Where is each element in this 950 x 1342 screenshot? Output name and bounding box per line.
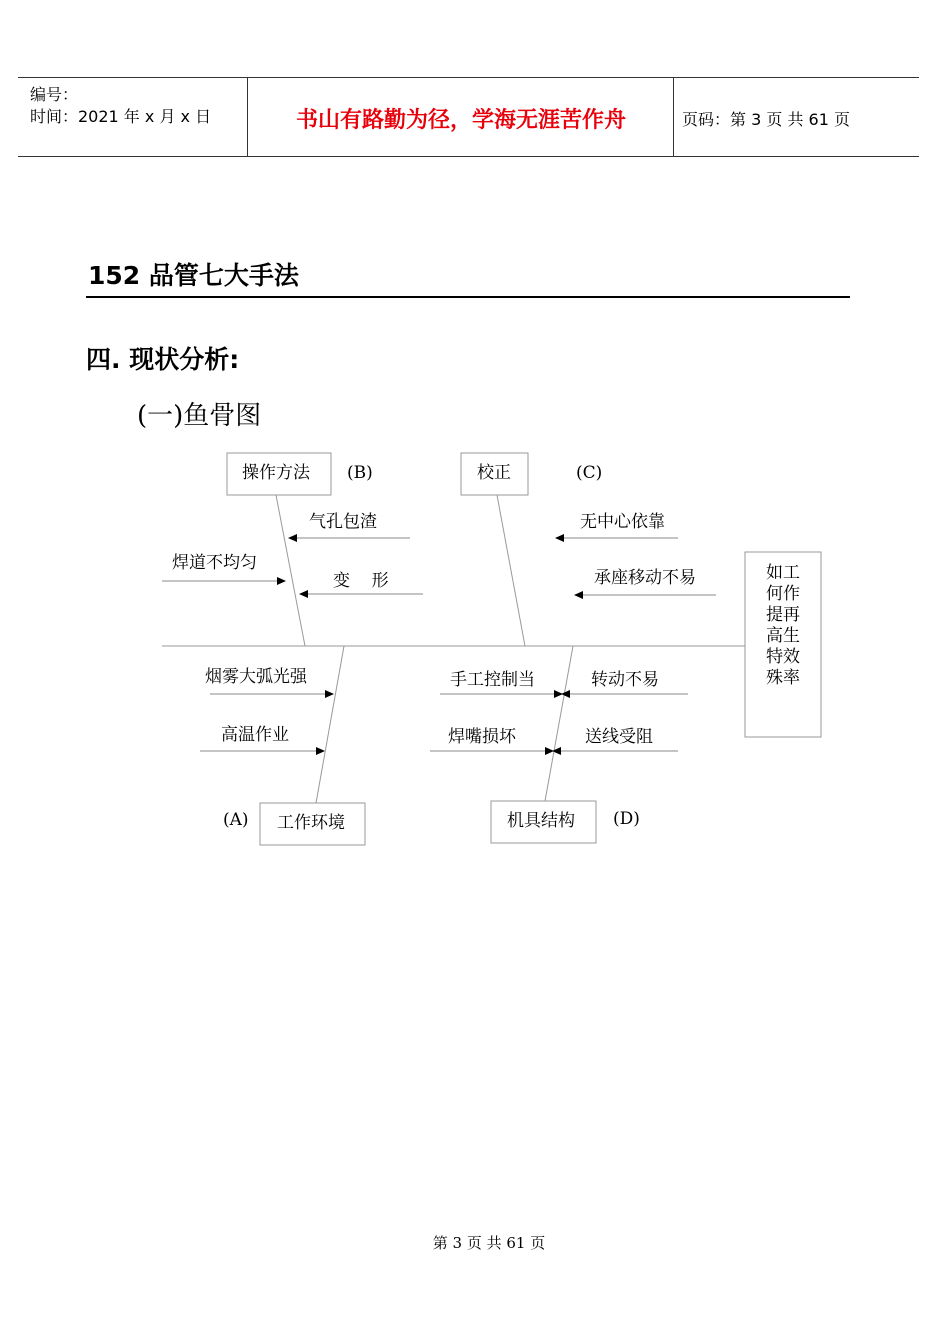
category-label-d: 机具结构: [507, 811, 575, 831]
effect-text: [766, 563, 800, 688]
motto: 书山有路勤为径，学海无涯苦作舟: [295, 108, 626, 133]
category-tag-d: (D): [613, 809, 640, 829]
bone-d: [545, 646, 573, 801]
cause-labels: [172, 512, 696, 747]
cause-label: 烟雾大弧光强: [205, 667, 307, 687]
category-tag-b: (B): [347, 463, 373, 483]
category-label-a: 工作环境: [277, 813, 345, 833]
number-label: 编号：: [30, 85, 79, 104]
document-title: 152 品管七大手法: [88, 261, 299, 290]
effect-line: 何作: [766, 584, 800, 604]
page-info: 页码：第 3 页 共 61 页: [682, 110, 850, 129]
cause-label: 气孔包渣: [309, 512, 377, 532]
cause-label: 焊嘴损坏: [448, 727, 516, 747]
category-tag-a: (A): [223, 810, 249, 830]
category-tag-c: (C): [576, 463, 603, 483]
effect-line: 提再: [766, 605, 800, 625]
time-label: 时间：2021 年 x 月 x 日: [30, 107, 212, 126]
bone-a: [316, 646, 344, 803]
cause-label: 承座移动不易: [594, 568, 696, 588]
cause-label: 变 形: [333, 571, 389, 591]
cause-label: 转动不易: [591, 670, 659, 690]
page-footer: 第 3 页 共 61 页: [432, 1234, 546, 1252]
cause-label: 焊道不均匀: [172, 553, 257, 573]
category-label-c: 校正: [477, 463, 511, 483]
bone-b: [276, 495, 305, 646]
category-label-b: 操作方法: [242, 463, 310, 483]
subsection-title: (一)鱼骨图: [137, 401, 262, 431]
effect-line: 特效: [766, 647, 800, 667]
cause-label: 无中心依靠: [580, 512, 665, 532]
cause-label: 手工控制当: [450, 670, 535, 690]
cause-label: 高温作业: [221, 725, 289, 745]
effect-line: 高生: [766, 626, 800, 646]
cause-label: 送线受阻: [585, 727, 653, 747]
bone-c: [497, 495, 525, 646]
effect-line: 如工: [766, 563, 800, 583]
effect-line: 殊率: [766, 668, 800, 688]
section-title: 四. 现状分析:: [86, 345, 240, 374]
